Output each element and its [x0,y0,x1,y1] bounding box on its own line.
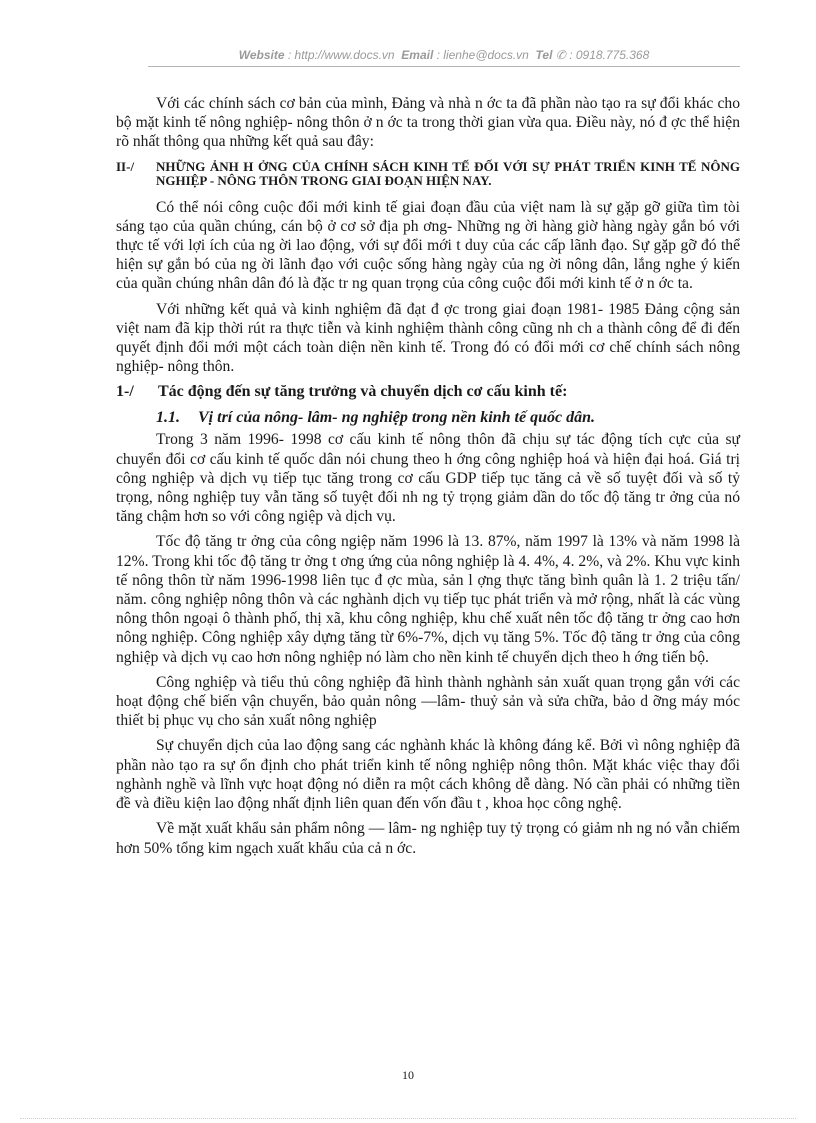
subsubsection-heading-1-1 [156,408,740,428]
page-number: 10 [402,1068,414,1082]
paragraph-structure: Trong 3 năm 1996- 1998 cơ cấu kinh tế nông thôn đã chịu sự tác động tích cực của sự chuyển đổi cơ cấu kinh tế quốc dân nói chung theo h ớng công nghiệp hoá và hiện đại hoá. Giá trị công nghiệp và dịch vụ tiếp tục tăng trong cơ cấu GDP tiếp tục tăng cả về số tuyệt đối và số tỷ trọng, nông nghiệp tuy vẫn tăng số tuyệt đối nh ng tỷ trọng giảm dần do tốc độ tăng tr ởng của nó tăng chậm hơn so với công ngiệp và dịch vụ. [116,431,740,526]
header-divider [148,66,740,67]
page-header [148,48,740,62]
section-heading-ii [116,160,740,188]
paragraph-growth-rates: Tốc độ tăng tr ởng của công ngiệp năm 1996 là 13. 87%, năm 1997 là 13% và năm 1998 là 12%. Trong khi tốc độ tăng tr ởng t ơng ứng của nông nghiệp là 4. 4%, 4. 2%, và 2%. Khu vực kinh tế nông thôn từ năm 1996-1998 liên tục đ ợc mùa, sản l ợng thực tăng bình quân là 1. 2 triệu tấn/ năm. công nghiệp nông thôn và các nghành dịch vụ tiếp tục phát triển và mở rộng, nhất là các vùng nông thôn ngoại ô thành phố, thị xã, khu công nghiệp, khu chế xuất nên tốc độ tăng tr ởng cao hơn nông nghiệp. Công nghiệp xây dựng tăng từ 6%-7%, dịch vụ tăng 5%. Tốc độ tăng tr ởng của công nghiệp và dịch vụ cao hơn nông nghiệp nó làm cho nền kinh tế chuyển dịch theo h ớng tiến bộ. [116,533,740,666]
paragraph-industry: Công nghiệp và tiểu thủ công nghiệp đã hình thành nghành sản xuất quan trọng gắn với các hoạt động chế biến vận chuyển, bảo quản nông —lâm- thuỷ sản và sửa chữa, bảo d ỡng máy móc thiết bị phục vụ cho sản xuất nông nghiệp [116,673,740,730]
paragraph-export: Về mặt xuất khẩu sản phẩm nông — lâm- ng nghiệp tuy tỷ trọng có giảm nh ng nó vẫn chiếm hơn 50% tổng kim ngạch xuất khẩu của cả n ớc. [116,820,740,857]
bottom-divider [20,1118,796,1119]
subsection-title: Tác động đến sự tăng trưởng và chuyển dịch cơ cấu kinh tế: [158,383,568,401]
subsection-heading-1 [116,382,740,402]
website-label: Website [238,48,285,62]
document-body [116,94,740,864]
tel-value: : 0918.775.368 [569,48,650,62]
paragraph-labor: Sự chuyển dịch của lao động sang các nghành khác là không đáng kể. Bởi vì nông nghiệp đã phần nào tạo ra sự ổn định cho phát triển kinh tế nông nghiệp nông thôn. Mặt khác việc thay đổi nghành nghề và lĩnh vực hoạt động nó diễn ra một cách không dễ dàng. Nó cần phải có những tiền đề và điều kiện lao động nhất định liên quan đến vốn đầu t , khoa học công nghệ. [116,737,740,813]
website-value: : http://www.docs.vn [287,48,395,62]
phone-icon: ✆ [555,48,566,62]
paragraph-experience: Với những kết quả và kinh nghiệm đã đạt đ ợc trong giai đoạn 1981- 1985 Đảng cộng sản việt nam đã kịp thời rút ra thực tiễn và kinh nghiệm thành công cũng nh ch a thành công để đi đến quyết định đổi mới một cách toàn diện nền kinh tế. Trong đó có đổi mới cơ chế chính sách nông nghiệp- nông thôn. [116,300,740,376]
subsubsection-title: Vị trí của nông- lâm- ng nghiệp trong nền kinh tế quốc dân. [198,409,595,427]
subsubsection-number: 1.1. [156,409,180,427]
email-label: Email [401,48,434,62]
section-title: NHỮNG ẢNH H ỞNG CỦA CHÍNH SÁCH KINH TẾ ĐỐI VỚI SỰ PHÁT TRIỂN KINH TẾ NÔNG NGHIỆP - NÔNG THÔN TRONG GIAI ĐOẠN HIỆN NAY. [156,158,740,188]
subsection-number: 1-/ [116,383,134,401]
section-number: II-/ [116,158,135,174]
email-value: : lienhe@docs.vn [436,48,529,62]
paragraph-intro: Với các chính sách cơ bản của mình, Đảng và nhà n ớc ta đã phần nào tạo ra sự đổi khác cho bộ mặt kinh tế nông nghiệp- nông thôn ở n ớc ta trong thời gian vừa qua. Điều này, nó đ ợc thể hiện rõ nhất thông qua những kết quả sau đây: [116,95,740,151]
paragraph-reform: Có thể nói công cuộc đổi mới kinh tế giai đoạn đầu của việt nam là sự gặp gỡ giữa tìm tòi sáng tạo của quần chúng, cán bộ ở cơ sở địa ph ơng- Những ng ời hàng giờ hàng ngày gắn bó với thực tế với lợi ích của ng ời lao động, với sự đổi mới t duy của các cấp lãnh đạo. Sự gặp gỡ đó thể hiện sự gắn bó của ng ời lãnh đạo với cuộc sống hàng ngày của ng ời nông dân, lắng nghe ý kiến của quần chúng nhân dân đó là đặc tr ng quan trọng của công cuộc đổi mới kinh tế ở n ớc ta. [116,198,740,293]
tel-label: Tel [535,48,553,62]
